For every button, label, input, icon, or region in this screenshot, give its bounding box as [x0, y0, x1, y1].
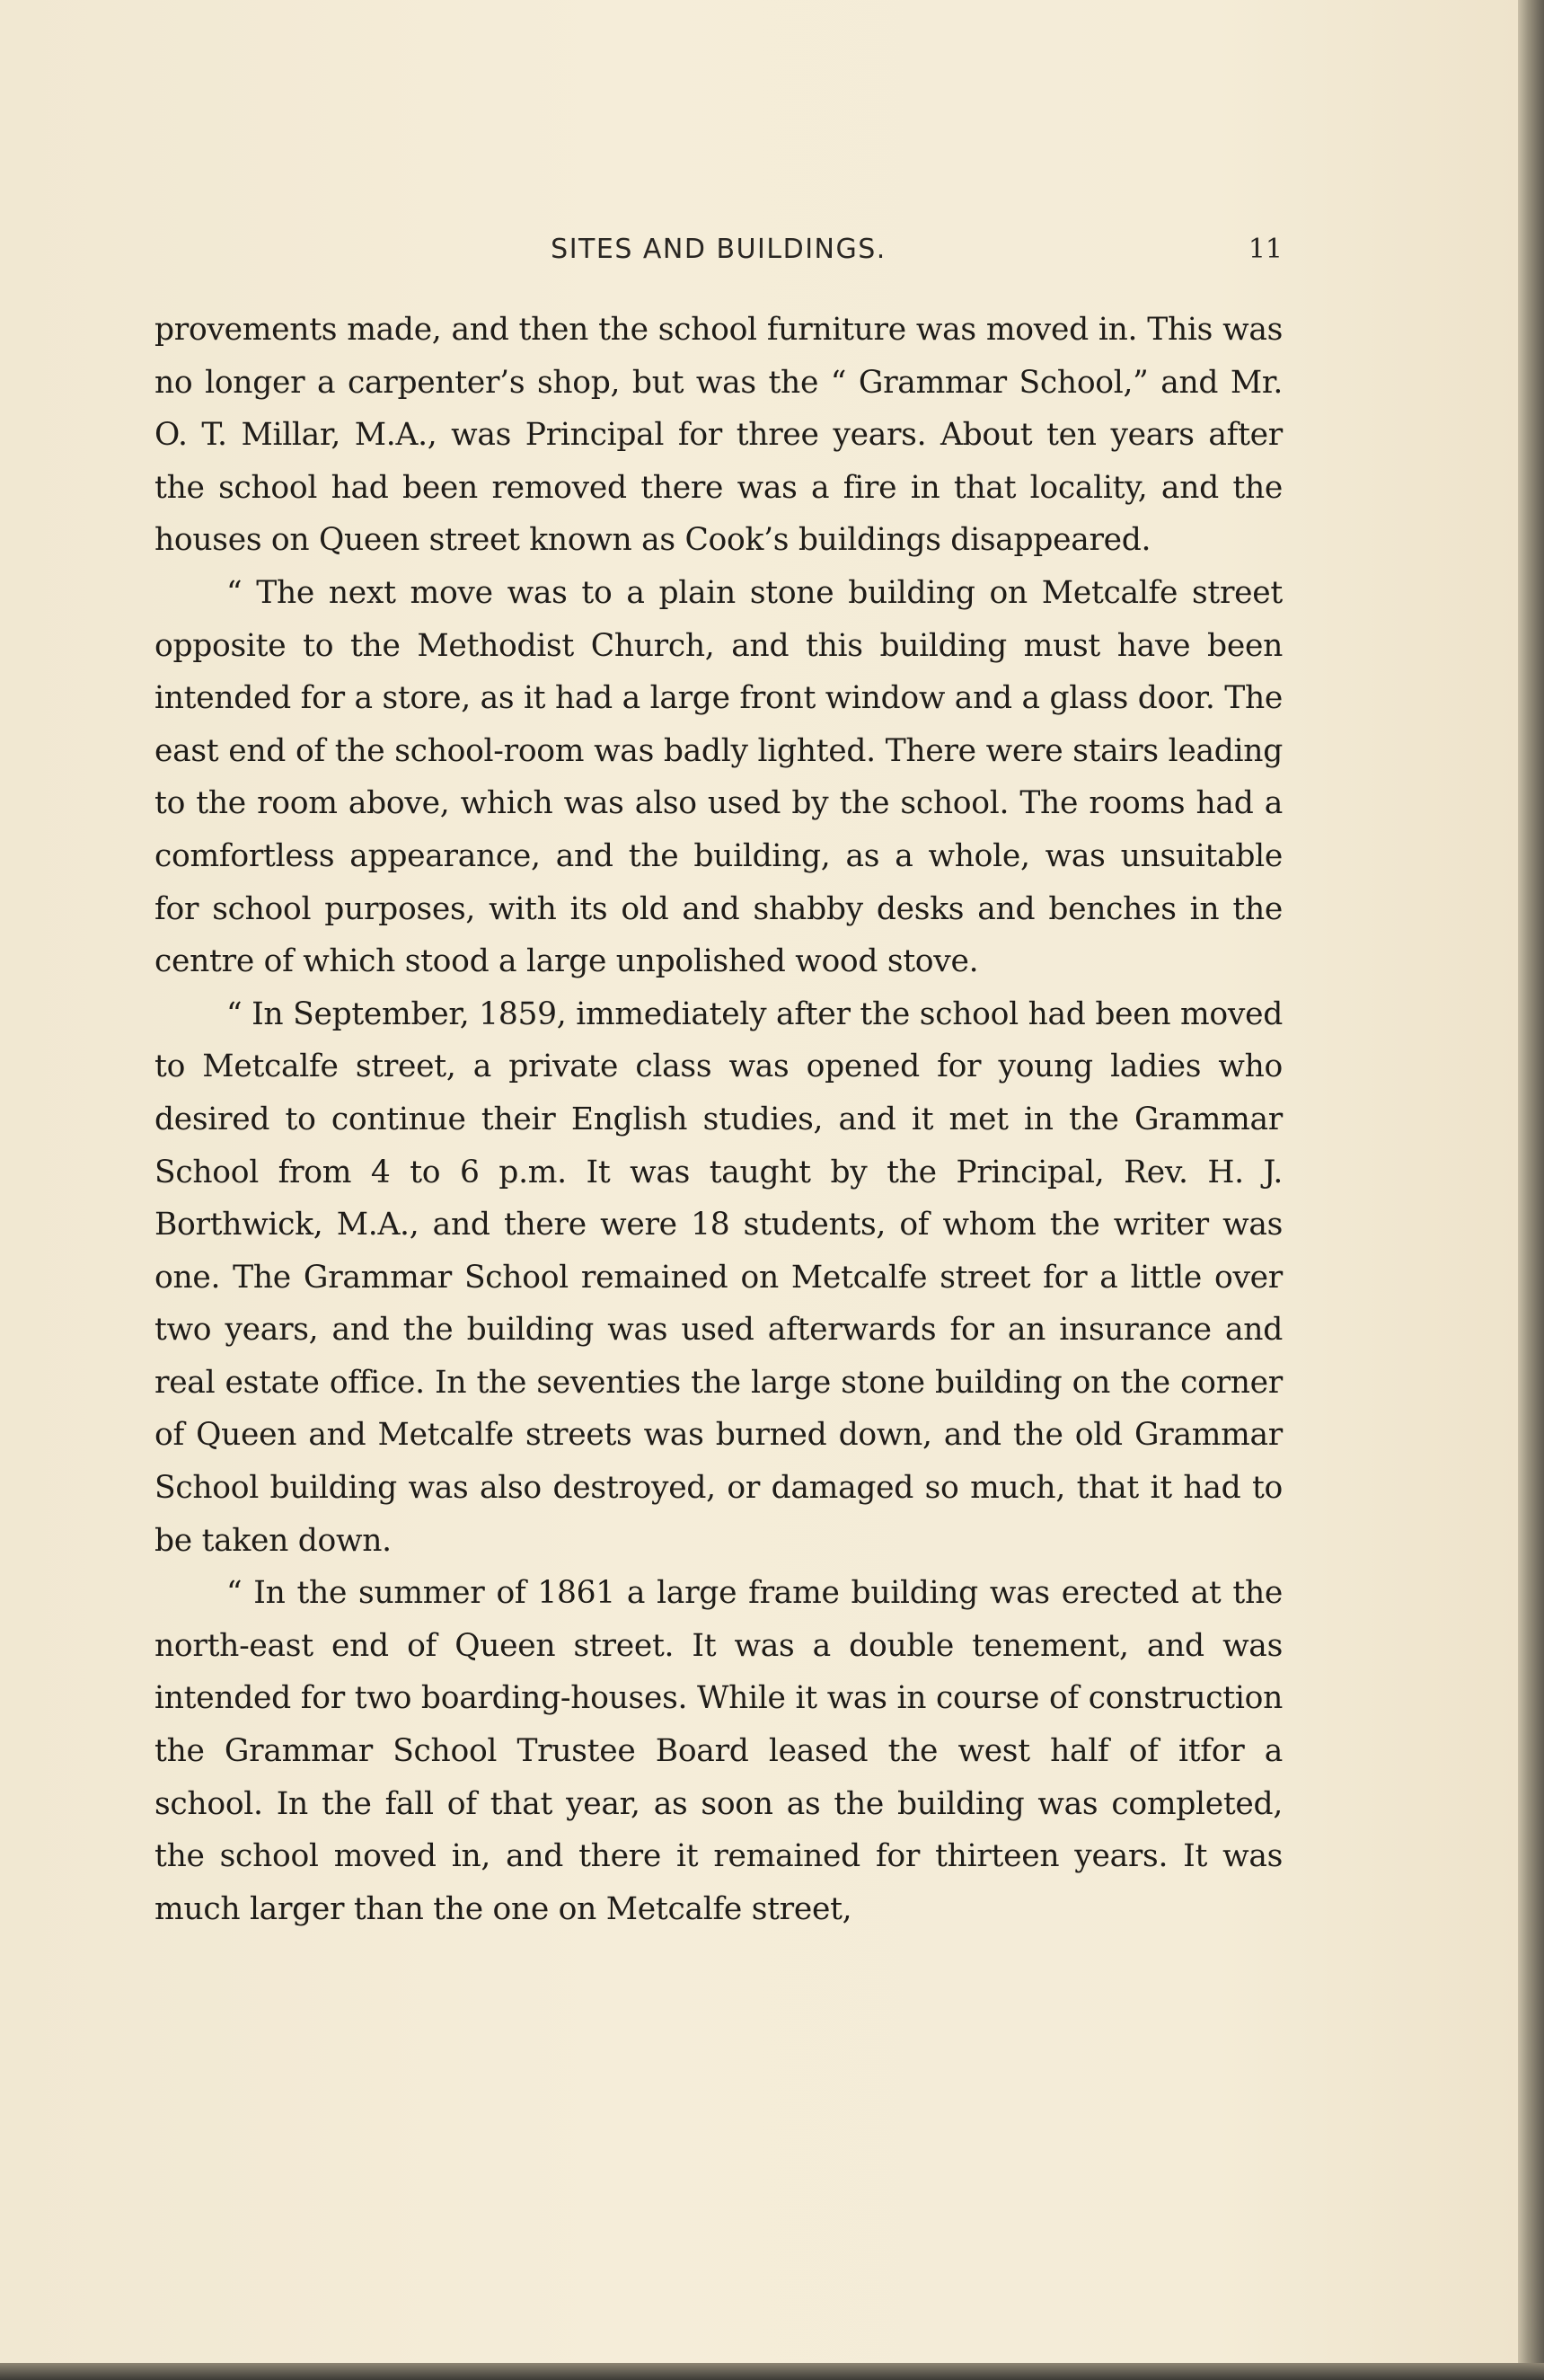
paragraph: “ In September, 1859, immediately after the school had been moved to Metcalfe street, a private class was opened for young ladies who desired to continue their English studies, and it met in the Grammar School from 4 to 6 p.m. It was taught by the Principal, Rev. H. J. Borthwick, M.A., and there were 18 students, of whom the writer was one. The Grammar School remained on Metcalfe street for a little over two years, and the building was used afterwards for an insurance and real estate office. In the seventies the large stone building on the corner of Queen and Metcalfe streets was burned down, and the old Grammar School building was also destroyed, or damaged so much, that it had to be taken down.: [154, 995, 1283, 1559]
bottom-edge-shadow: [0, 2363, 1544, 2380]
page-edge-shadow: [1518, 0, 1544, 2380]
body-text: [154, 304, 1283, 1935]
paragraph: “ In the summer of 1861 a large frame building was erected at the north-east end of Queen street. It was a double tenement, and was intended for two boarding-houses. While it was in course of construction the Grammar School Trustee Board leased the west half of itfor a school. In the fall of that year, as soon as the building was completed, the school moved in, and there it remained for thirteen years. It was much larger than the one on Metcalfe street,: [154, 1575, 1283, 1927]
paragraph-continued: provements made, and then the school furniture was moved in. This was no longer a carpenter’s shop, but was the “ Grammar School,” and Mr. O. T. Millar, M.A., was Principal for three years. About ten years after the school had been removed there was a fire in that locality, and the houses on Queen street known as Cook’s buildings disappeared.: [154, 312, 1283, 559]
paragraph: “ The next move was to a plain stone building on Metcalfe street opposite to the Methodist Church, and this building must have been intended for a store, as it had a large front window and a glass door. The east end of the school-room was badly lighted. There were stairs leading to the room above, which was also used by the school. The rooms had a comfortless appearance, and the building, as a whole, was unsuitable for school purposes, with its old and shabby desks and benches in the centre of which stood a large unpolished wood stove.: [154, 574, 1283, 980]
page-number: 11: [1248, 234, 1283, 265]
running-title: SITES AND BUILDINGS.: [551, 234, 887, 265]
running-head: [154, 234, 1283, 270]
